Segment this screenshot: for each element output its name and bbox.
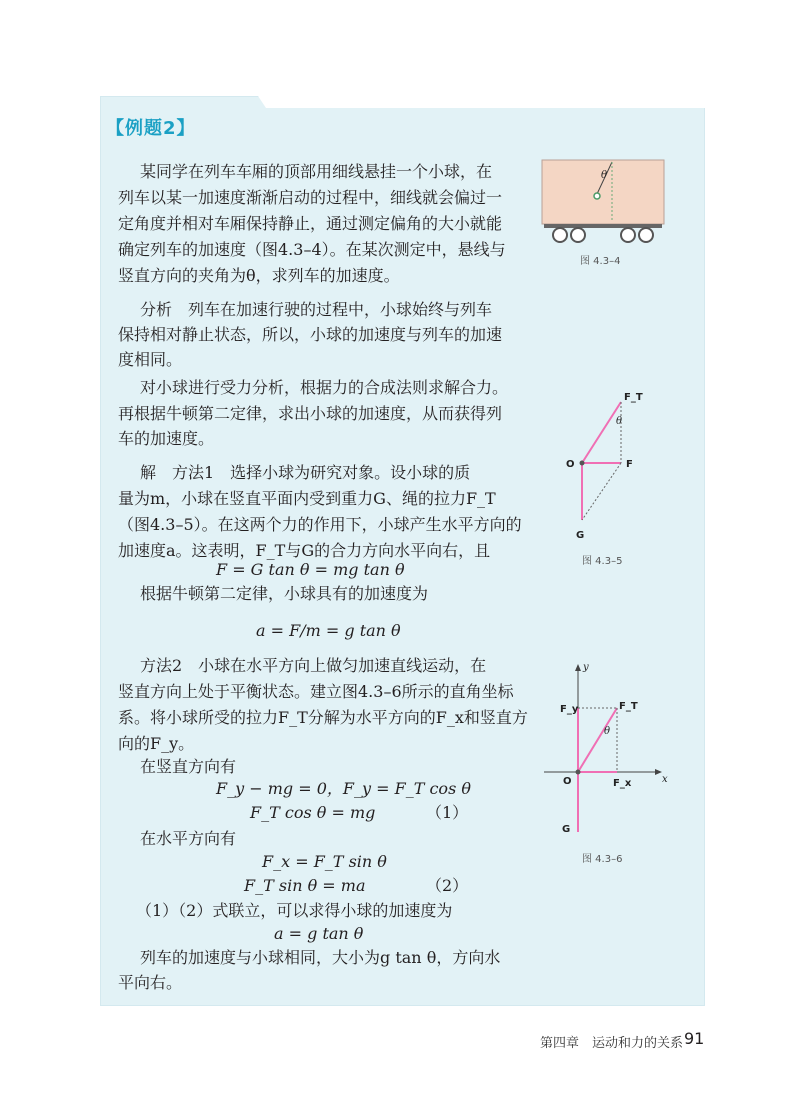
equation: F_y − mg = 0，F_y = F_T cos θ bbox=[216, 779, 471, 798]
problem-line: 竖直方向的夹角为θ，求列车的加速度。 bbox=[118, 266, 400, 285]
fy-label: F_y bbox=[560, 704, 579, 715]
dashed-line bbox=[582, 463, 621, 520]
analysis-line: 车的加速度。 bbox=[118, 429, 215, 448]
solution-line: 在竖直方向有 bbox=[140, 757, 237, 776]
solution-line: 在水平方向有 bbox=[140, 829, 237, 848]
tension-vector bbox=[582, 402, 621, 463]
o-label: O bbox=[566, 459, 575, 470]
theta-label: θ bbox=[604, 726, 611, 737]
solution-line: 竖直方向上处于平衡状态。建立图4.3–6所示的直角坐标 bbox=[118, 682, 514, 701]
figure-force-composition bbox=[560, 390, 650, 548]
solution-line: 解 方法1 选择小球为研究对象。设小球的质 bbox=[140, 463, 471, 482]
theta-label: θ bbox=[616, 416, 623, 427]
equation: F_T sin θ = ma bbox=[244, 876, 366, 895]
o-label: O bbox=[563, 776, 572, 787]
y-label: y bbox=[583, 662, 589, 673]
problem-line: 确定列车的加速度（图4.3–4）。在某次测定中，悬线与 bbox=[118, 240, 506, 259]
equation-number: （1） bbox=[426, 803, 469, 822]
solution-line: （图4.3–5）。在这两个力的作用下，小球产生水平方向的 bbox=[118, 515, 522, 534]
figure-caption: 图 4.3–4 bbox=[580, 256, 621, 267]
analysis-line: 分析 列车在加速行驶的过程中，小球始终与列车 bbox=[140, 300, 493, 319]
solution-line: 平向右。 bbox=[118, 973, 183, 992]
analysis-line: 度相同。 bbox=[118, 350, 183, 369]
analysis-line: 再根据牛顿第二定律，求出小球的加速度，从而获得列 bbox=[118, 404, 503, 423]
f-label: F bbox=[626, 459, 633, 470]
equation: F = G tan θ = mg tan θ bbox=[216, 560, 405, 579]
solution-line: 根据牛顿第二定律，小球具有的加速度为 bbox=[140, 584, 429, 603]
solution-line: 向的F_y。 bbox=[118, 734, 195, 753]
equation: F_T cos θ = mg bbox=[250, 803, 376, 822]
x-axis-arrow bbox=[655, 769, 662, 775]
problem-line: 某同学在列车车厢的顶部用细线悬挂一个小球，在 bbox=[140, 162, 493, 181]
ft-label: F_T bbox=[619, 701, 638, 712]
theta-label: θ bbox=[601, 170, 608, 181]
figure-train-car bbox=[540, 158, 670, 248]
g-label: G bbox=[576, 530, 585, 541]
ft-label: F_T bbox=[624, 392, 643, 403]
point-o bbox=[576, 770, 581, 775]
g-label: G bbox=[562, 824, 571, 835]
solution-line: 加速度a。这表明，F_T与G的合力方向水平向右，且 bbox=[118, 541, 491, 560]
problem-line: 列车以某一加速度渐渐启动的过程中，细线就会偏过一 bbox=[118, 188, 503, 207]
example-tag: 【例题2】 bbox=[106, 118, 196, 139]
solution-line: 方法2 小球在水平方向上做匀加速直线运动，在 bbox=[140, 656, 487, 675]
equation: F_x = F_T sin θ bbox=[262, 852, 387, 871]
solution-line: 列车的加速度与小球相同，大小为g tan θ，方向水 bbox=[140, 948, 501, 967]
fx-label: F_x bbox=[613, 778, 632, 789]
tension-vector bbox=[578, 708, 617, 772]
equation-number: （2） bbox=[426, 876, 469, 895]
solution-line: 量为m，小球在竖直平面内受到重力G、绳的拉力F_T bbox=[118, 489, 496, 508]
figure-caption: 图 4.3–5 bbox=[582, 556, 623, 567]
y-axis-arrow bbox=[575, 664, 581, 671]
figure-caption: 图 4.3–6 bbox=[582, 854, 623, 865]
point-o bbox=[580, 461, 585, 466]
x-label: x bbox=[662, 774, 668, 785]
chapter-title: 第四章 运动和力的关系 bbox=[540, 1036, 684, 1051]
problem-line: 定角度并相对车厢保持静止，通过测定偏角的大小就能 bbox=[118, 214, 503, 233]
figure-coordinate-decomposition bbox=[540, 660, 680, 842]
page-number: 91 bbox=[684, 1029, 705, 1048]
analysis-line: 保持相对静止状态，所以，小球的加速度与列车的加速 bbox=[118, 325, 503, 344]
equation: a = F/m = g tan θ bbox=[256, 621, 401, 640]
analysis-line: 对小球进行受力分析，根据力的合成法则求解合力。 bbox=[140, 378, 509, 397]
equation: a = g tan θ bbox=[274, 924, 364, 943]
wheels bbox=[553, 228, 653, 242]
ball bbox=[594, 193, 600, 199]
solution-line: （1）（2）式联立，可以求得小球的加速度为 bbox=[136, 901, 453, 920]
solution-line: 系。将小球所受的拉力F_T分解为水平方向的F_x和竖直方 bbox=[118, 708, 528, 727]
